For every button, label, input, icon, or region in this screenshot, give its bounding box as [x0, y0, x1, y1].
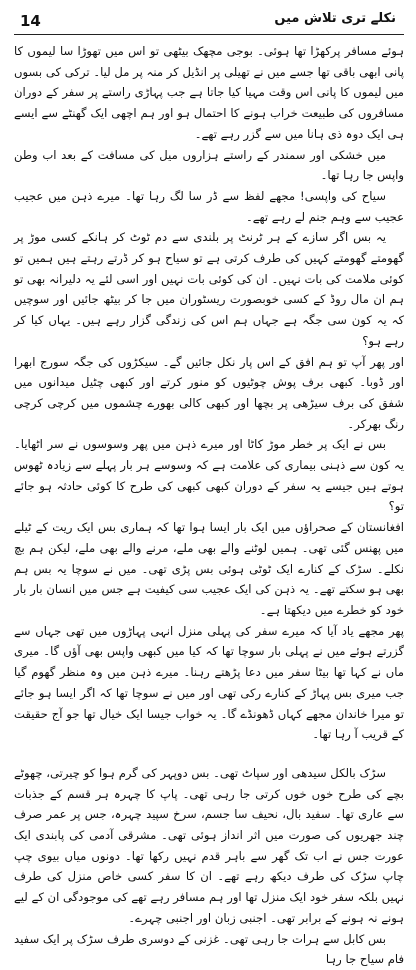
body-text [14, 41, 404, 970]
paragraph: اور پھر آپ تو ہم افق کے اس پار نکل جائیں گے۔ سیکڑوں کی جگہ سورج ابھرا اور ڈوبا۔ کبھی برف پوش چوٹیوں کو منور کرتے اور کبھی چٹیل میدانوں میں شفق کی برف سیڑھی پر بچھا اور کبھی کالی بھورے چشموں میں کرچی کرچی رنگ بھرکر۔ [14, 354, 404, 431]
paragraph: سیاح کی واپسی! مجھے لفظ سے ڈر سا لگ رہا تھا۔ میرے ذہن میں عجیب عجیب سے وہم جنم لے رہے تھے۔ [14, 188, 404, 224]
running-title: نکلے تری تلاش میں [274, 11, 396, 26]
paragraph: میں خشکی اور سمندر کے راستے ہزاروں میل کی مسافت کے بعد اب وطن واپس جا رہا تھا۔ [14, 147, 404, 183]
paragraph: افغانستان کے صحراؤں میں ایک بار ایسا ہوا تھا کہ ہماری بس ایک ریت کے ٹیلے میں پھنس گئی تھی۔ ہمیں لوٹنے والے بھی ملے، مرنے والے بھی ملے، لیکن ہم بچ نکلے۔ سڑک کے کنارے ایک ٹوٹی ہوئی بس پڑی تھی۔ میں نے سوچا یہ بس ہم بھی ہو سکتے تھے۔ یہ ذہن کی ایک عجیب سی کیفیت ہے جس میں انسان بار بار خود کو خطرے میں دیکھتا ہے۔ [14, 520, 404, 617]
paragraph: بس کابل سے ہرات جا رہی تھی۔ غزنی کے دوسری طرف سڑک پر ایک سفید فام سیاح جا رہا [14, 931, 404, 967]
page-header [14, 8, 404, 35]
paragraph: ہوئے مسافر پرکھڑا تھا ہوئی۔ بوجی مچھک بیٹھی تو اس میں تھوڑا سا لیموں کا پانی ابھی باقی تھا جسے میں نے تھیلی پر انڈیل کر منہ پر مل لیا۔ ترکی کی بسوں میں لیموں کا پانی اس وقت مہیا کیا جاتا ہے جب پہاڑی راستے پر سفر کے دوران مسافروں کی طبیعت خراب ہونے کا احتمال ہو اور ہم اچھی ایک گھنٹے سے ایسے ہی ایک دوہ ذی ہانا میں سے گزر رہے تھے۔ [14, 44, 404, 141]
paragraph: یہ بس اگر سازے کے ہر ٹرنٹ پر بلندی سے دم ٹوٹ کر ہانکے کسی موڑ پر گھومتے گھومتے کہیں کی طرف کرتی ہے تو سیاح ہو کر ڈرتے رہتے ہیں ہمیں تو کوئی ملامت کی بات نہیں۔ ان کی کوئی بات نہیں اور اسی لئے یہ دلیرانہ بھی تو ہم ان مال روڈ کے کسی خوبصورت ریسٹوران میں جا کر بیٹھ جائیں اور سوچیں کہ یہ کون سی جگہ ہے جہاں ہم اس کی زندگی گزار رہے ہیں۔ یہاں کیا کر رہے ہو؟ [14, 230, 404, 348]
paragraph: سڑک بالکل سیدھی اور سپاٹ تھی۔ بس دوپہر کی گرم ہوا کو چیرتی، چھوٹے بچے کی طرح خوں خوں کرتی جا رہی تھی۔ پاپ کا چہرہ ہر قسم کے جذبات سے عاری تھا۔ سفید بال، نحیف سا جسم، سرخ سپید چہرہ، جس پر عمر صرف چند جھریوں کی صورت میں اثر انداز ہوئی تھی۔ مشرقی آدمی کی پابندی ایک عورت جس نے اب تک گھر سے باہر قدم نہیں رکھا تھا۔ دونوں میاں بیوی چپ چاپ سڑک کی طرف دیکھ رہے تھے۔ ان کا سفر کسی خاص منزل کی طرف نہیں بلکہ سفر خود ایک منزل تھا اور ہم مسافر رہے تھے کی موجودگی ان کے لیے ہونے نہ ہونے کے برابر تھی۔ اجنبی زبان اور اجنبی چہرے۔ [14, 765, 404, 925]
page-number: 14 [20, 12, 41, 30]
paragraph: پھر مجھے یاد آیا کہ میرے سفر کی پہلی منزل انہی پہاڑوں میں تھی جہاں سے گزرتے ہوئے میں نے پہلی بار سوچا تھا کہ کیا میں کبھی واپس بھی آؤں گا۔ میری ماں نے کہا تھا بیٹا سفر میں دعا پڑھتے رہنا۔ میرے ذہن میں وہ منظر گھوم گیا جب میری بس پہاڑ کے کنارے رکی تھی اور میں نے سوچا تھا کہ اگر ایسا ہو جائے تو میرا خاندان مجھے کہاں ڈھونڈے گا۔ یہ خواب جیسا ایک خیال تھا جو آج حقیقت کے قریب آ رہا تھا۔ [14, 623, 404, 742]
paragraph: بس نے ایک پر خطر موڑ کاٹا اور میرے ذہن میں پھر وسوسوں نے سر اٹھایا۔ یہ کون سے ذہنی بیماری کی علامت ہے کہ وسوسے ہر بار پہلے سے زیادہ ٹھوس ہوتے ہیں جیسے یہ سفر کے دوران کبھی کبھی کی طرح کا کوئی حادثہ ہو جائے تو؟ [14, 437, 404, 514]
